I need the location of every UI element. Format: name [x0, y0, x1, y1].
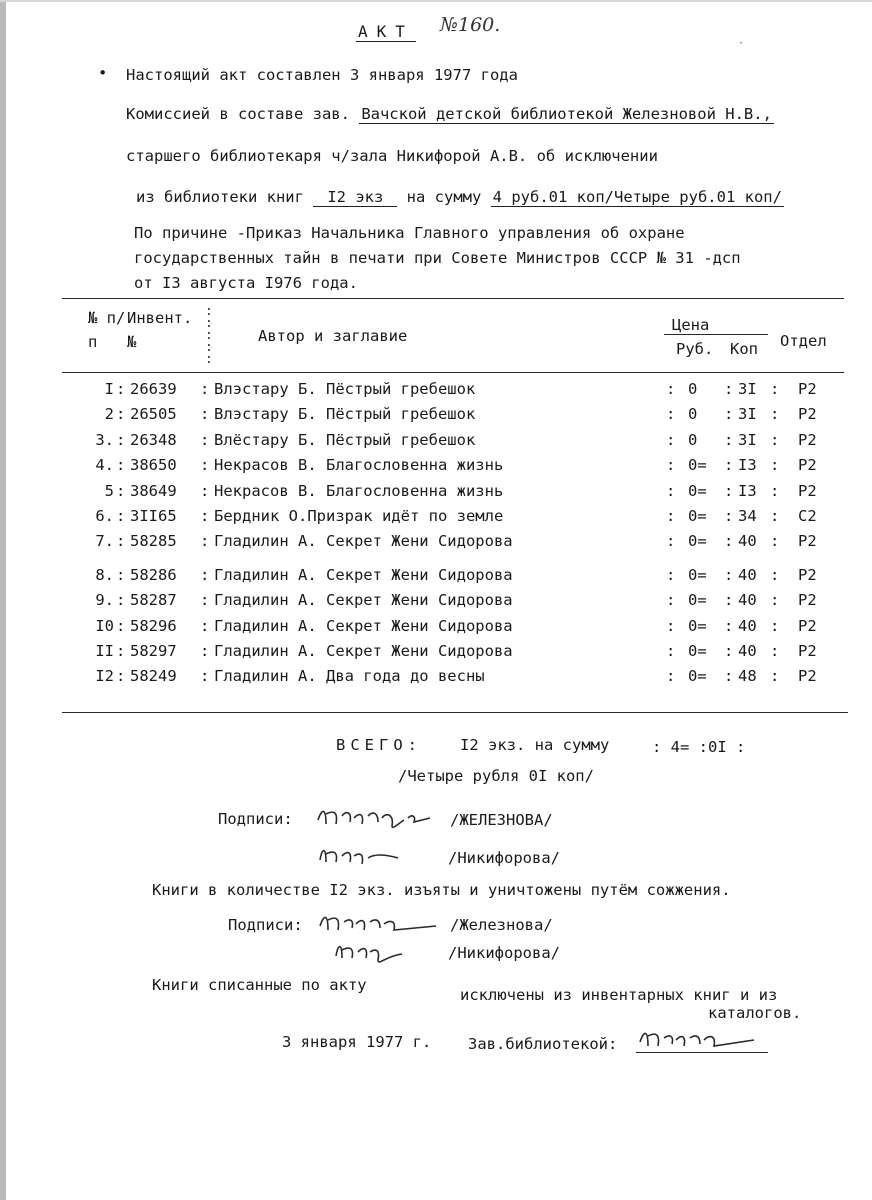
total-words: /Четыре рубля 0I коп/	[398, 767, 594, 785]
row-title: Гладилин А. Секрет Жени Сидорова	[214, 591, 513, 610]
row-separator: :	[724, 405, 734, 424]
handwritten-signature	[312, 800, 442, 834]
row-separator: :	[724, 380, 734, 398]
row-kop: 3I	[738, 430, 757, 449]
row-separator: :	[666, 405, 676, 424]
row-rub: 0	[688, 380, 698, 398]
scan-edge-top	[0, 0, 872, 2]
total-text: I2 экз. на сумму	[460, 736, 610, 754]
row-separator: :	[666, 591, 676, 610]
signatures-2-label: Подписи:	[228, 916, 303, 934]
row-separator: :	[200, 532, 210, 551]
table-row	[0, 482, 872, 504]
row-separator: :	[200, 456, 210, 475]
handwritten-signature	[314, 838, 404, 872]
row-separator: :	[724, 481, 734, 500]
signatures-1-name-2: /Никифорова/	[448, 849, 560, 867]
row-separator: :	[116, 565, 126, 584]
row-separator: :	[116, 405, 126, 424]
row-title: Бердник О.Призрак идёт по земле	[214, 507, 504, 525]
row-number: 5	[104, 481, 114, 500]
row-kop: I3	[738, 481, 757, 500]
table-row	[0, 431, 872, 453]
table-row	[0, 566, 872, 588]
row-separator: :	[200, 616, 210, 635]
row-separator: :	[666, 667, 676, 686]
row-rub: 0=	[688, 667, 707, 686]
row-rub: 0	[688, 405, 698, 424]
destroyed-text: Книги в количестве I2 экз. изъяты и уничтожены путём сожжения.	[152, 881, 731, 899]
excluded-line-2: каталогов.	[708, 1004, 802, 1022]
row-kop: 3I	[738, 380, 757, 398]
intro-line-4-count: I2 экз	[313, 188, 397, 207]
row-dept: Р2	[798, 430, 817, 449]
excluded-line-1-a: Книги списанные по акту	[152, 976, 367, 994]
row-separator: :	[666, 456, 676, 475]
row-separator: :	[724, 667, 734, 686]
row-kop: 40	[738, 591, 757, 610]
row-title: Некрасов В. Благословенна жизнь	[214, 481, 504, 500]
header-num-text: № п/п	[88, 309, 126, 351]
table-row	[0, 507, 872, 529]
row-kop: 40	[738, 565, 757, 584]
row-dept: Р2	[798, 591, 817, 610]
row-inventory: 58287	[130, 591, 177, 610]
table-header-rule	[62, 372, 844, 373]
price-rule	[664, 334, 768, 335]
header-kop: Коп	[730, 340, 758, 358]
row-rub: 0=	[688, 591, 707, 610]
table-row	[0, 591, 872, 613]
row-inventory: 3II65	[130, 507, 177, 525]
bullet-mark: •	[98, 64, 108, 82]
row-dept: Р2	[798, 667, 817, 686]
intro-line-4	[136, 188, 784, 206]
row-inventory: 58285	[130, 532, 177, 551]
row-separator: :	[200, 642, 210, 660]
row-separator: :	[200, 405, 210, 424]
footer-signature-rule	[636, 1052, 768, 1053]
row-kop: 40	[738, 616, 757, 635]
row-title: Гладилин А. Два года до весны	[214, 667, 485, 686]
row-separator: :	[200, 380, 210, 398]
row-separator: :	[666, 430, 676, 449]
row-separator: :	[724, 591, 734, 610]
intro-line-4-middle: на сумму	[406, 188, 482, 206]
table-top-rule	[62, 298, 844, 299]
row-kop: 34	[738, 507, 757, 525]
row-separator: :	[724, 430, 734, 449]
row-inventory: 26639	[130, 380, 177, 398]
row-number: I0	[95, 616, 114, 635]
total-sum: : 4= :0I :	[652, 738, 746, 756]
row-number: II	[95, 642, 114, 660]
row-title: Гладилин А. Секрет Жени Сидорова	[214, 616, 513, 635]
row-kop: 40	[738, 532, 757, 551]
footer-date: 3 января 1977 г.	[282, 1033, 432, 1051]
row-separator: :	[666, 481, 676, 500]
handwritten-signature	[330, 930, 420, 970]
row-separator: :	[116, 481, 126, 500]
row-number: 4.	[95, 456, 114, 475]
row-separator: :	[116, 380, 126, 398]
row-dept: Р2	[798, 456, 817, 475]
table-row	[0, 380, 872, 402]
row-separator: :	[724, 456, 734, 475]
row-title: Влёстару Б. Пёстрый гребешок	[214, 430, 476, 449]
table-row	[0, 617, 872, 639]
row-title: Гладилин А. Секрет Жени Сидорова	[214, 565, 513, 584]
row-title: Влэстару Б. Пёстрый гребешок	[214, 405, 476, 424]
intro-line-2-filled: Вачской детской библиотекой Железновой Н.В.,	[361, 105, 772, 123]
row-kop: 48	[738, 667, 757, 686]
row-number: 3.	[95, 430, 114, 449]
row-inventory: 58296	[130, 616, 177, 635]
row-rub: 0	[688, 430, 698, 449]
header-inv: Инвент. №	[127, 309, 193, 351]
row-title: Влэстару Б. Пёстрый гребешок	[214, 380, 476, 398]
row-separator: :	[666, 616, 676, 635]
header-price: Цена	[672, 316, 710, 334]
stray-mark: ·	[738, 38, 745, 49]
header-author-title: Автор и заглавие	[258, 327, 408, 345]
row-inventory: 26505	[130, 405, 177, 424]
row-separator: :	[116, 532, 126, 551]
intro-line-1: Настоящий акт составлен 3 января 1977 года	[126, 66, 518, 84]
row-inventory: 38649	[130, 481, 177, 500]
intro-line-4-sum: 4 руб.01 коп/Четыре руб.01 коп/	[492, 188, 782, 206]
row-separator: :	[666, 380, 676, 398]
row-dept: Р2	[798, 380, 817, 398]
row-number: 9.	[95, 591, 114, 610]
row-dept: С2	[798, 507, 817, 525]
footer-role: Зав.библиотекой:	[468, 1035, 618, 1053]
row-separator: :	[770, 616, 780, 635]
act-title	[356, 22, 416, 41]
row-inventory: 58249	[130, 667, 177, 686]
row-title: Некрасов В. Благословенна жизнь	[214, 456, 504, 475]
row-separator: :	[200, 481, 210, 500]
act-title-text: АКТ	[358, 22, 414, 41]
row-separator: :	[770, 405, 780, 424]
row-separator: :	[666, 532, 676, 551]
row-separator: :	[116, 616, 126, 635]
row-separator: :	[770, 380, 780, 398]
reason-line-1: По причине -Приказ Начальника Главного управления об охране	[134, 224, 685, 242]
row-rub: 0=	[688, 565, 707, 584]
row-dept: Р2	[798, 616, 817, 635]
excluded-line-1-b: исключены из инвентарных книг и из	[460, 986, 778, 1004]
table-row	[0, 405, 872, 427]
intro-line-2-prefix: Комиссией в составе зав.	[126, 105, 350, 123]
row-dept: Р2	[798, 481, 817, 500]
table-bottom-rule	[62, 712, 848, 713]
signatures-2-name-2: /Никифорова/	[448, 944, 560, 962]
row-kop: 3I	[738, 405, 757, 424]
row-separator: :	[770, 565, 780, 584]
signatures-1-name-1: /ЖЕЛЕЗНОВА/	[450, 811, 553, 829]
row-title: Гладилин А. Секрет Жени Сидорова	[214, 642, 513, 660]
row-number: I	[104, 380, 114, 398]
row-rub: 0=	[688, 642, 707, 660]
table-row	[0, 456, 872, 478]
reason-line-3: от I3 августа I976 года.	[134, 274, 358, 292]
row-separator: :	[724, 507, 734, 525]
row-separator: :	[770, 591, 780, 610]
row-separator: :	[770, 507, 780, 525]
signatures-2-name-1: /Железнова/	[450, 916, 553, 934]
row-dept: Р2	[798, 565, 817, 584]
row-separator: :	[770, 667, 780, 686]
row-separator: :	[200, 507, 210, 525]
act-number-handwritten: №160.	[440, 14, 501, 36]
table-row	[0, 642, 872, 664]
row-dept: Р2	[798, 642, 817, 660]
row-separator: :	[116, 642, 126, 660]
row-kop: 40	[738, 642, 757, 660]
row-number: 7.	[95, 532, 114, 551]
intro-line-3: старшего библиотекаря ч/зала Никифорой А.В. об исключении	[126, 147, 658, 165]
row-title: Гладилин А. Секрет Жени Сидорова	[214, 532, 513, 551]
row-separator: :	[116, 456, 126, 475]
reason-line-2: государственных тайн в печати при Совете Министров СССР № 31 -дсп	[134, 249, 741, 267]
row-rub: 0=	[688, 456, 707, 475]
table-row	[0, 532, 872, 554]
header-separator: : : : : :	[205, 304, 213, 367]
row-inventory: 58286	[130, 565, 177, 584]
row-kop: I3	[738, 456, 757, 475]
row-number: 2	[104, 405, 114, 424]
row-separator: :	[724, 642, 734, 660]
row-separator: :	[200, 565, 210, 584]
row-inventory: 26348	[130, 430, 177, 449]
row-separator: :	[770, 481, 780, 500]
row-separator: :	[116, 591, 126, 610]
row-inventory: 38650	[130, 456, 177, 475]
row-number: 8.	[95, 565, 114, 584]
row-separator: :	[666, 642, 676, 660]
header-rub: Руб.	[676, 340, 714, 358]
row-rub: 0=	[688, 507, 707, 525]
row-separator: :	[666, 565, 676, 584]
row-separator: :	[724, 616, 734, 635]
header-dept: Отдел	[780, 332, 827, 350]
row-rub: 0=	[688, 532, 707, 551]
row-separator: :	[770, 532, 780, 551]
row-separator: :	[200, 430, 210, 449]
row-inventory: 58297	[130, 642, 177, 660]
row-separator: :	[770, 430, 780, 449]
row-dept: Р2	[798, 532, 817, 551]
table-row	[0, 667, 872, 689]
row-number: 6.	[95, 507, 114, 525]
row-separator: :	[666, 507, 676, 525]
row-separator: :	[116, 507, 126, 525]
intro-line-2	[126, 105, 774, 123]
signatures-1-label: Подписи:	[218, 810, 293, 828]
row-separator: :	[116, 430, 126, 449]
row-rub: 0=	[688, 481, 707, 500]
row-number: I2	[95, 667, 114, 686]
row-separator: :	[770, 642, 780, 660]
row-separator: :	[200, 667, 210, 686]
row-separator: :	[724, 532, 734, 551]
row-separator: :	[200, 591, 210, 610]
row-separator: :	[724, 565, 734, 584]
row-separator: :	[770, 456, 780, 475]
total-label: ВСЕГО:	[336, 736, 422, 754]
row-dept: Р2	[798, 405, 817, 424]
intro-line-4-prefix: из библиотеки книг	[136, 188, 304, 206]
row-rub: 0=	[688, 616, 707, 635]
row-separator: :	[116, 667, 126, 686]
header-num	[88, 306, 128, 354]
